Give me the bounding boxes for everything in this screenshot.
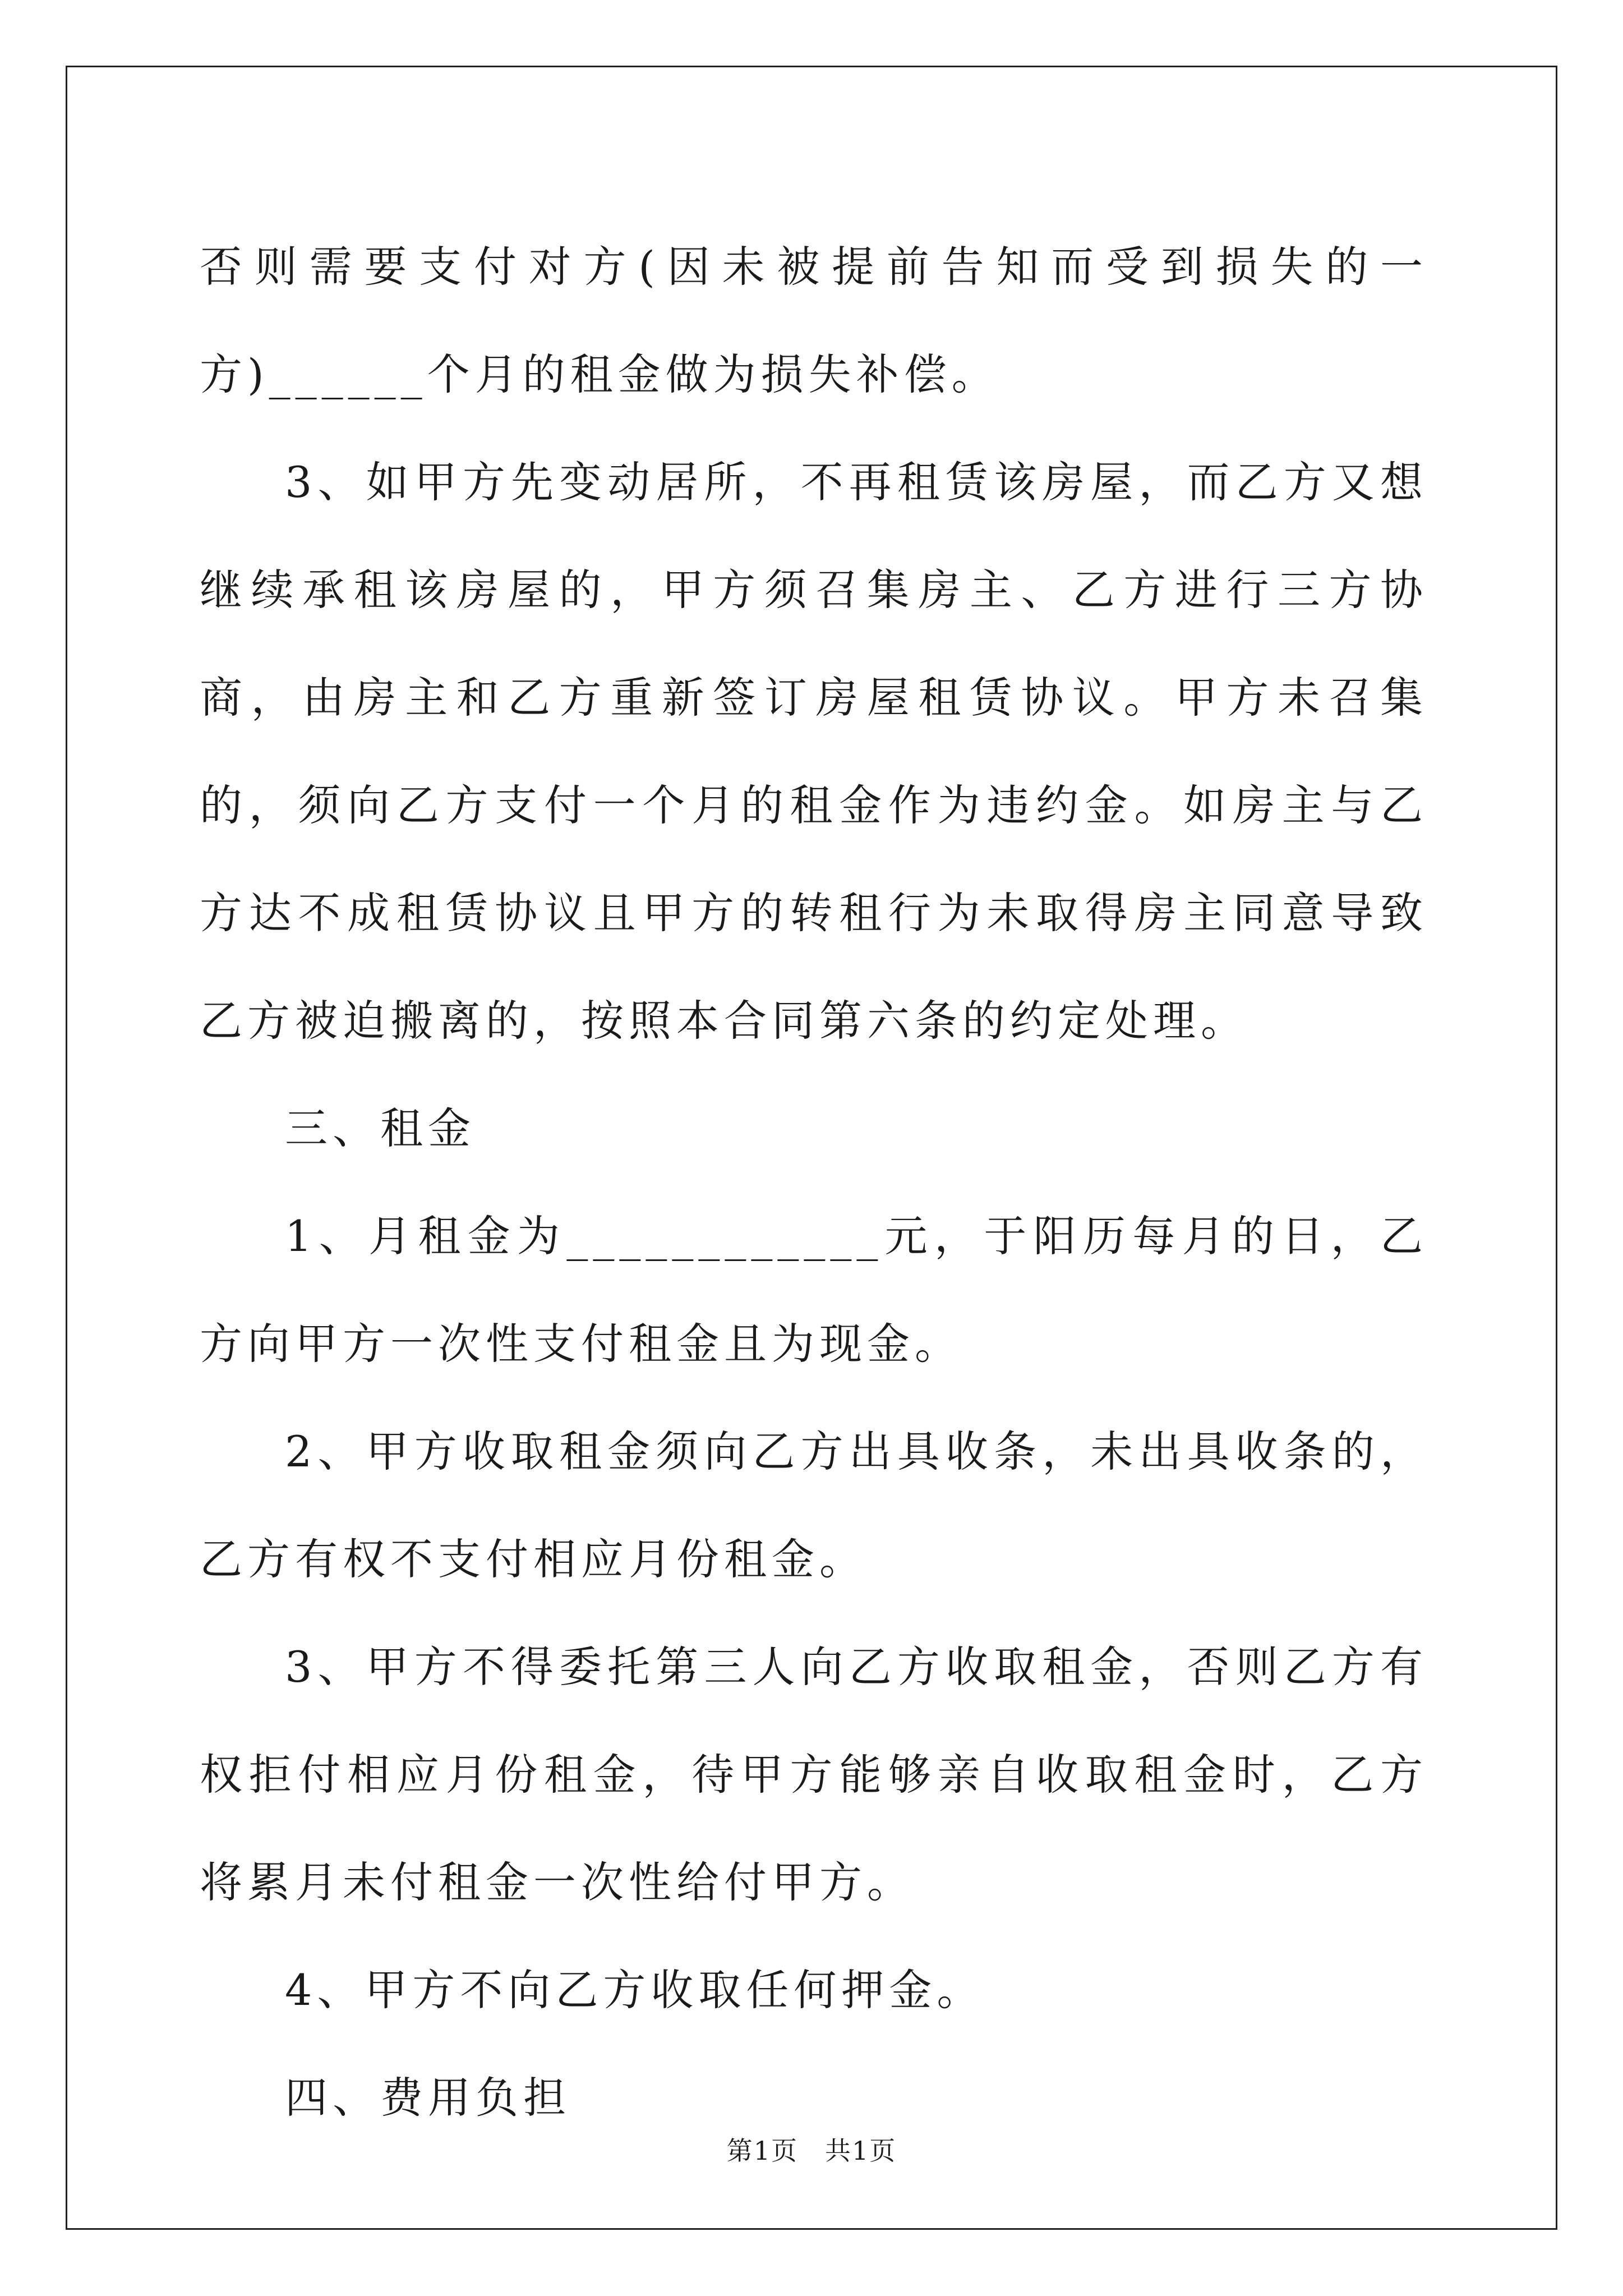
section-heading-expenses: 四、费用负担 <box>285 2073 571 2123</box>
paragraph-rent-3: 3、甲方不得委托第三人向乙方收取租金，否则乙方有权拒付相应月份租金，待甲方能够亲自收取租金时，乙方将累月未付租金一次性给付甲方。 <box>200 1642 1428 1907</box>
page-number-footer: 第1页 共1页 <box>726 2136 897 2166</box>
paragraph-rent-2: 2、甲方收取租金须向乙方出具收条，未出具收条的，乙方有权不支付相应月份租金。 <box>200 1427 1428 1584</box>
paragraph-rent-1: 1、月租金为____________元，于阳历每月的日，乙方向甲方一次性支付租金且为现金。 <box>200 1211 1428 1369</box>
paragraph-rent-4: 4、甲方不向乙方收取任何押金。 <box>285 1965 985 2015</box>
paragraph-clause-2-3: 3、如甲方先变动居所，不再租赁该房屋，而乙方又想继续承租该房屋的，甲方须召集房主、乙方进行三方协商，由房主和乙方重新签订房屋租赁协议。甲方未召集的，须向乙方支付一个月的租金作为违约金。如房主与乙方达不成租赁协议且甲方的转租行为未取得房主同意导致乙方被迫搬离的，按照本合同第六条的约定处理。 <box>200 457 1428 1046</box>
document-body <box>200 213 1428 2152</box>
section-heading-rent: 三、租金 <box>285 1103 476 1153</box>
paragraph-compensation: 否则需要支付对方(因未被提前告知而受到损失的一方)______个月的租金做为损失补偿。 <box>200 242 1428 399</box>
